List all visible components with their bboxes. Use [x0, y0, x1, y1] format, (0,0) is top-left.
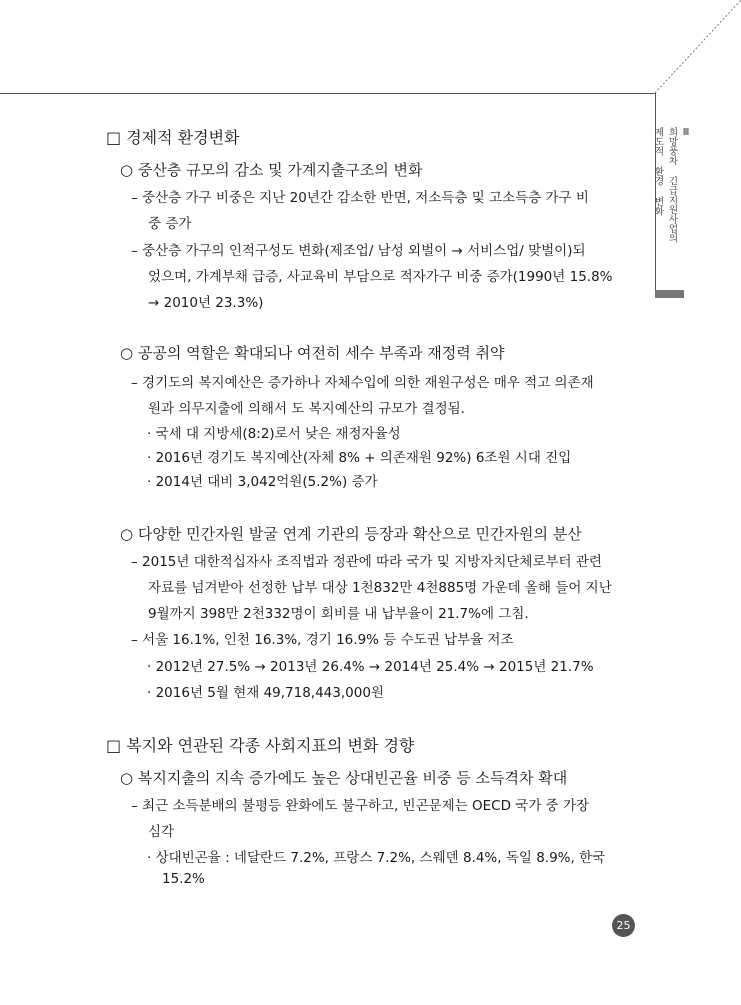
subheading: ○ 중산층 규모의 감소 및 가계지출구조의 변화: [120, 161, 423, 179]
subheading: ○ 공공의 역할은 확대되나 여전히 세수 부족과 재정력 취약: [120, 344, 505, 362]
side-tab-line-2: 제도적 환경 변화: [652, 127, 664, 216]
bullet-item: · 2012년 27.5% → 2013년 26.4% → 2014년 25.4% → 2015년 21.7%: [147, 659, 594, 675]
continuation: → 2010년 23.3%): [148, 295, 264, 311]
bullet-item: · 2014년 대비 3,042억원(5.2%) 증가: [147, 474, 378, 490]
dash-item: – 최근 소득분배의 불평등 완화에도 불구하고, 빈곤문제는 OECD 국가 중 가장: [131, 798, 590, 814]
continuation: 원과 의무지출에 의해서 도 복지예산의 규모가 결정됨.: [148, 401, 465, 417]
continuation: 심각: [148, 824, 175, 840]
side-tab-roman: Ⅲ: [680, 127, 692, 138]
chapter-side-tab: [652, 127, 692, 243]
bullet-item: · 2016년 경기도 복지예산(자체 8% + 의존재원 92%) 6조원 시대 진입: [147, 450, 572, 466]
side-tab-bar: [655, 290, 684, 298]
side-tab-line-1: 희망풍차 긴급지원사업의: [666, 127, 678, 243]
section-heading: □ 경제적 환경변화: [106, 128, 240, 147]
dash-item: – 중산층 가구의 인적구성도 변화(제조업/ 남성 외벌이 → 서비스업/ 맞벌이)되: [131, 243, 586, 259]
continuation: 었으며, 가계부채 급증, 사교육비 부담으로 적자가구 비중 증가(1990년 15.8%: [148, 269, 613, 285]
continuation: 자료를 넘겨받아 선정한 납부 대상 1천832만 4천885명 가운데 올해 들어 지난: [148, 580, 612, 596]
subheading: ○ 복지지출의 지속 증가에도 높은 상대빈곤율 비중 등 소득격차 확대: [120, 769, 568, 787]
dash-item: – 중산층 가구 비중은 지난 20년간 감소한 반면, 저소득층 및 고소득층 가구 비: [131, 190, 589, 206]
section-heading: □ 복지와 연관된 각종 사회지표의 변화 경향: [106, 736, 415, 755]
subheading: ○ 다양한 민간자원 발굴 연계 기관의 등장과 확산으로 민간자원의 분산: [120, 525, 582, 543]
dash-item: – 경기도의 복지예산은 증가하나 자체수입에 의한 재원구성은 매우 적고 의존재: [131, 375, 594, 391]
continuation: 15.2%: [162, 871, 205, 887]
continuation: 9월까지 398만 2천332명이 회비를 내 납부율이 21.7%에 그침.: [148, 606, 529, 622]
continuation: 중 증가: [148, 216, 192, 232]
dash-item: – 2015년 대한적십자사 조직법과 정관에 따라 국가 및 지방자치단체로부터 관련: [131, 554, 602, 570]
bullet-item: · 국세 대 지방세(8:2)로서 낮은 재정자율성: [147, 426, 401, 442]
page-number: 25: [612, 914, 635, 937]
bullet-item: · 2016년 5월 현재 49,718,443,000원: [147, 685, 384, 701]
bullet-item: · 상대빈곤율 : 네달란드 7.2%, 프랑스 7.2%, 스웨덴 8.4%, 독일 8.9%, 한국: [147, 850, 606, 866]
dash-item: – 서울 16.1%, 인천 16.3%, 경기 16.9% 등 수도권 납부율 저조: [131, 632, 514, 648]
